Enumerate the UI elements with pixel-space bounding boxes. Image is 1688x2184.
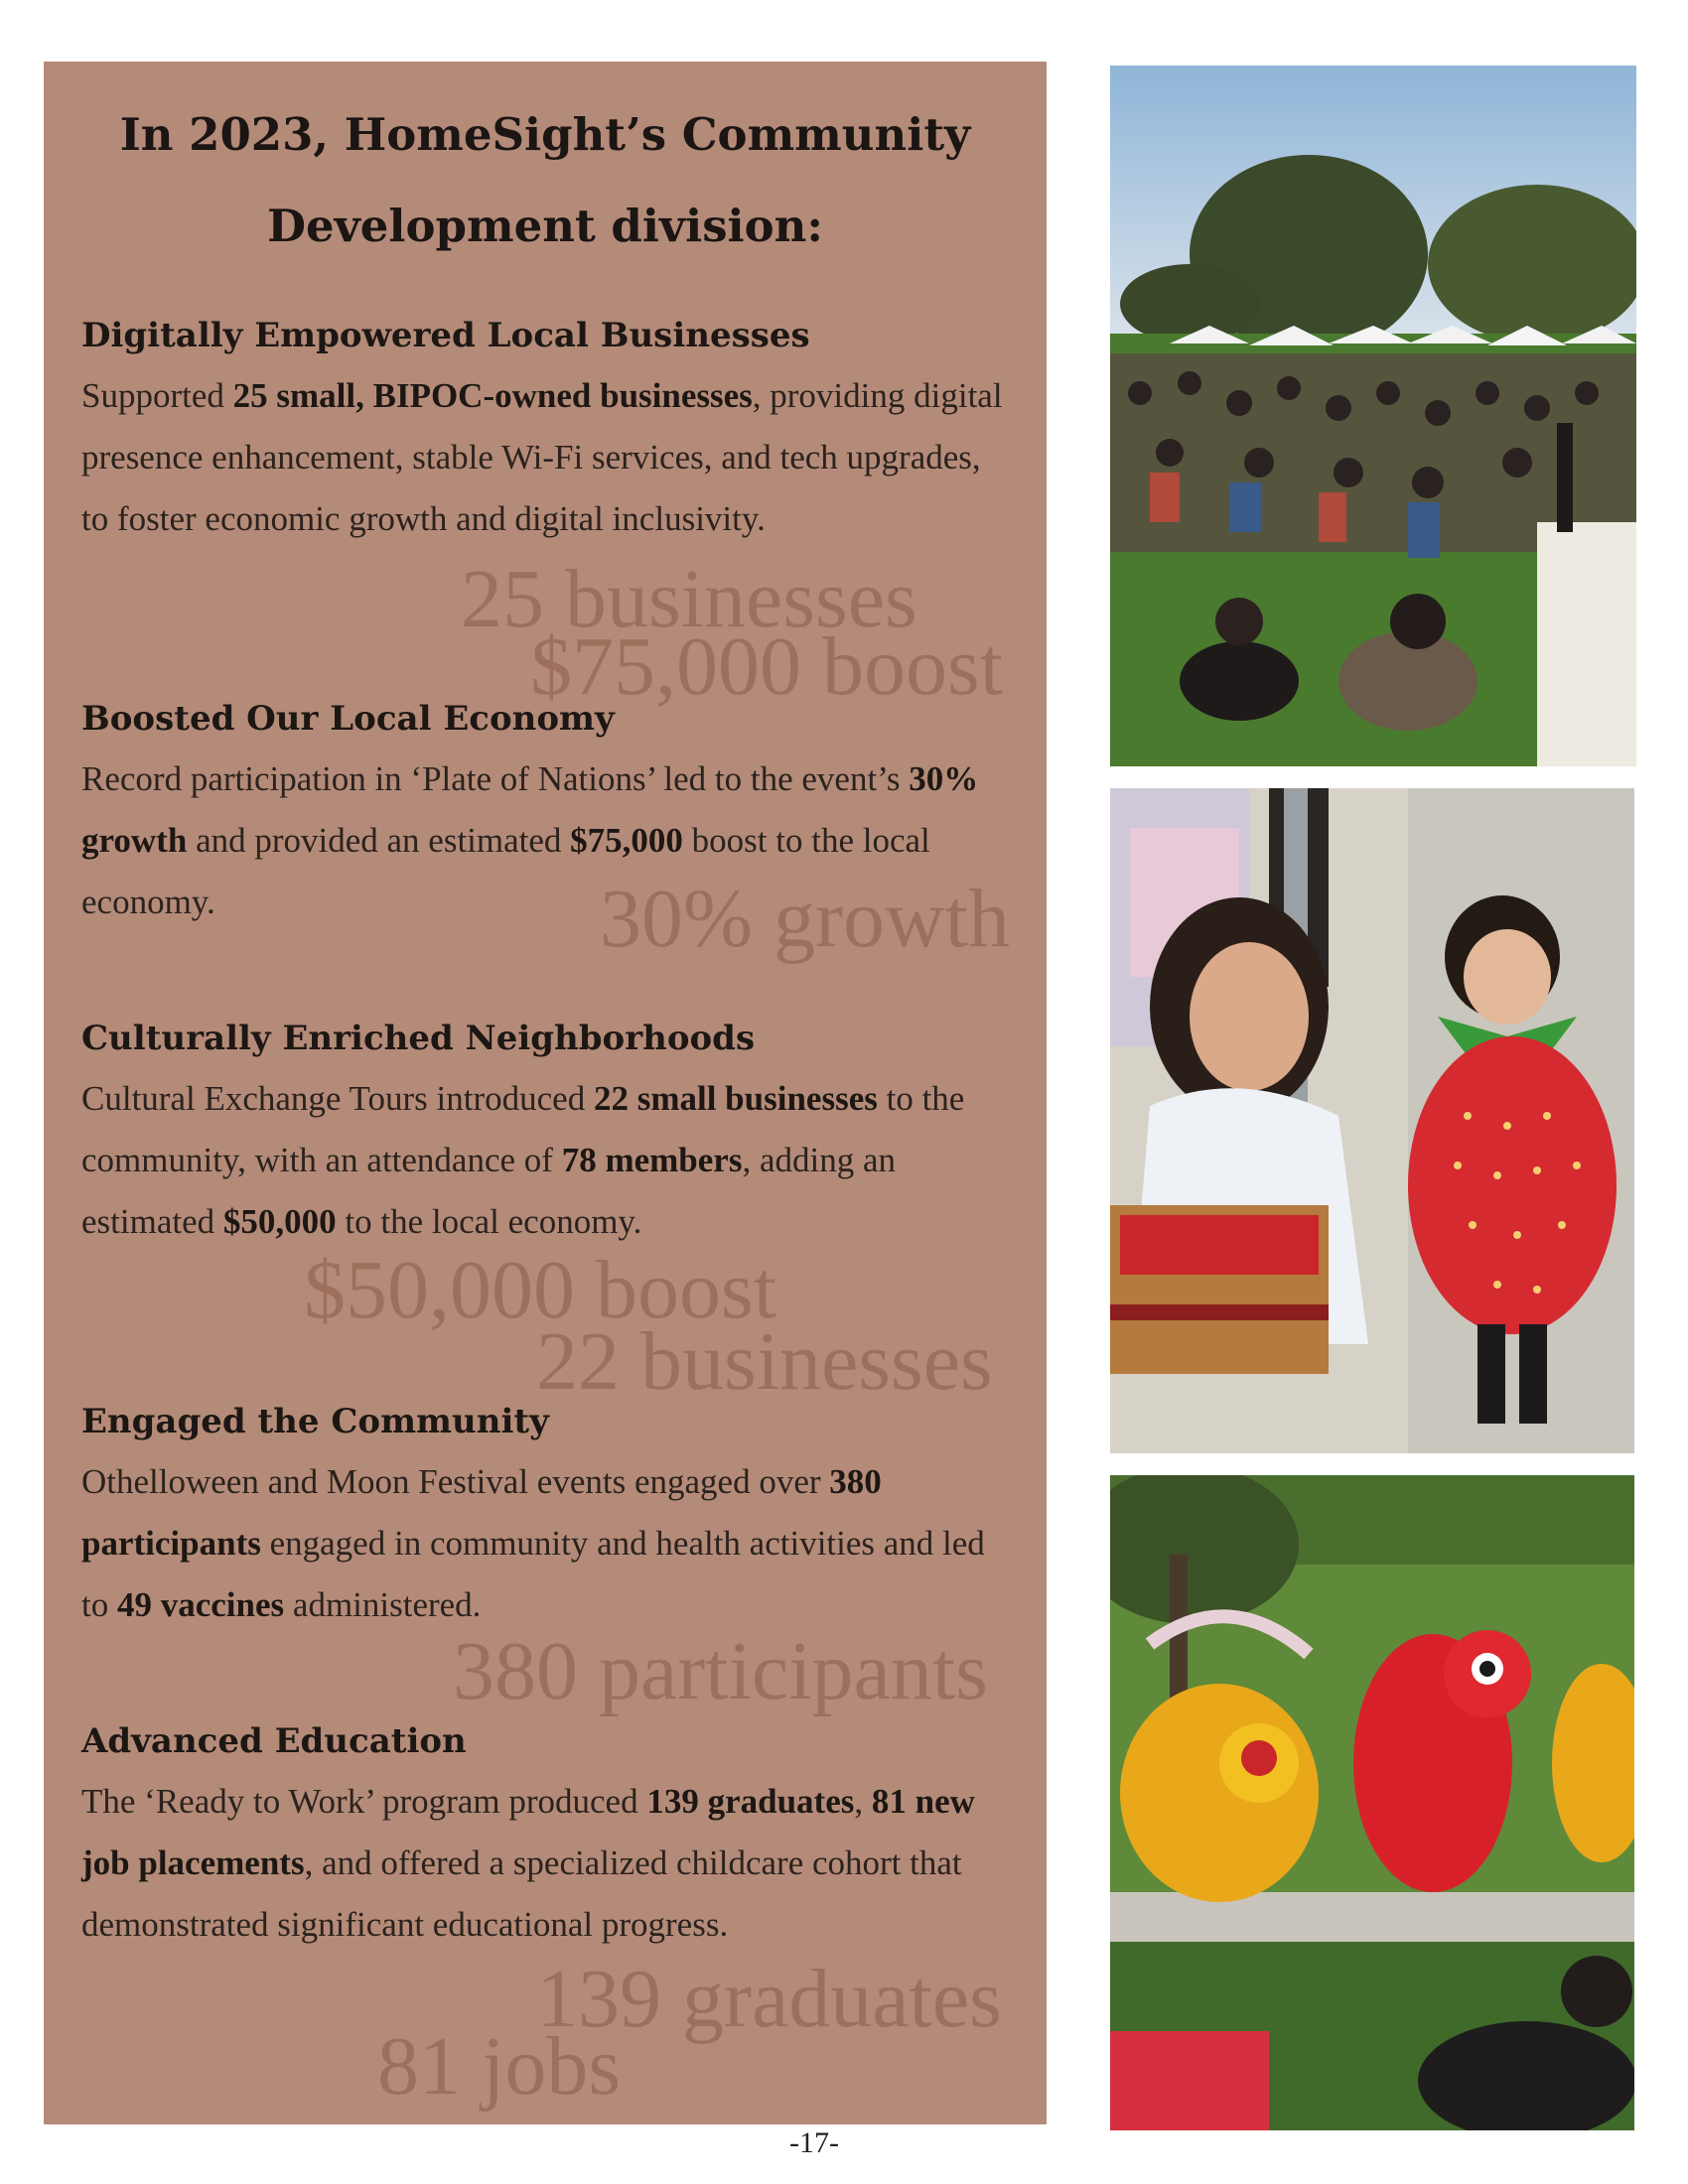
stat-81-jobs: 81 jobs [377, 2020, 622, 2113]
stat-139-graduates: 139 graduates [536, 1953, 1002, 2045]
section-body: Supported 25 small, BIPOC-owned businesses, providing digital presence enhancement, stable Wi-Fi services, and tech upgrades, to foster economic growth and digital inclusivity. [81, 376, 1003, 538]
title-line-2: Development division: [267, 200, 823, 252]
stat-22-businesses: 22 businesses [536, 1315, 993, 1408]
content-panel [44, 62, 1047, 2124]
section-digital-businesses [81, 306, 1015, 550]
page-number: -17- [789, 2126, 839, 2159]
section-cultural-neighborhoods [81, 1009, 1015, 1253]
stat-75k-boost: $75,000 boost [530, 620, 1004, 713]
section-heading: Advanced Education [81, 1721, 467, 1761]
section-heading: Culturally Enriched Neighborhoods [81, 1019, 756, 1058]
section-engaged-community [81, 1392, 1015, 1636]
photo-festival-crowd [1110, 66, 1636, 766]
photo-lion-dance [1110, 1475, 1634, 2130]
photo-strawberry-costume [1110, 788, 1634, 1453]
section-heading: Digitally Empowered Local Businesses [81, 316, 810, 355]
stat-30-growth: 30% growth [600, 873, 1010, 965]
stat-50k-boost: $50,000 boost [304, 1244, 777, 1336]
section-body: Record participation in ‘Plate of Nations’ led to the event’s 30% growth and provided an estimated $75,000 boost to the local economy. [81, 759, 979, 921]
section-heading: Boosted Our Local Economy [81, 699, 615, 739]
page-title [44, 89, 1047, 272]
stat-380-participants: 380 participants [453, 1625, 988, 1717]
section-body: Cultural Exchange Tours introduced 22 small businesses to the community, with an attendance of 78 members, adding an estimated $50,000 to the local economy. [81, 1079, 965, 1241]
stat-25-businesses: 25 businesses [461, 553, 917, 645]
section-body: The ‘Ready to Work’ program produced 139 graduates, 81 new job placements, and offered a specialized childcare cohort that demonstrated significant educational progress. [81, 1782, 975, 1944]
section-advanced-education [81, 1711, 1015, 1956]
section-local-economy [81, 689, 1015, 933]
section-heading: Engaged the Community [81, 1402, 549, 1441]
section-body: Othelloween and Moon Festival events engaged over 380 participants engaged in community and health activities and led to 49 vaccines administered. [81, 1462, 985, 1624]
title-line-1: In 2023, HomeSight’s Community [119, 108, 971, 161]
